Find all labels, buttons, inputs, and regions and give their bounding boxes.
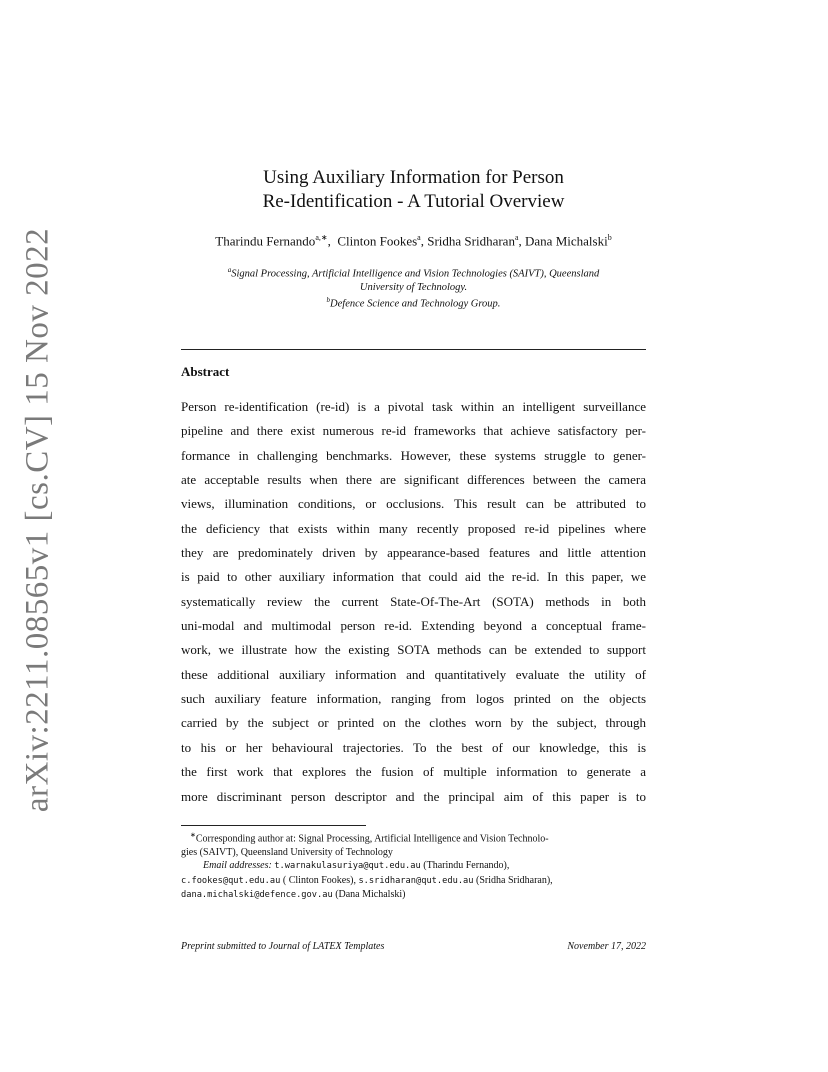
abstract-line: the deficiency that exists within many recently proposed re-id pipelines where xyxy=(181,520,646,536)
abstract-line: they are predominately driven by appearance-based features and little attention xyxy=(181,545,646,561)
preprint-date: November 17, 2022 xyxy=(567,941,646,952)
author-name: Tharindu Fernando xyxy=(215,233,316,249)
abstract-line: more discriminant person descriptor and the principal aim of this paper is to xyxy=(181,788,646,804)
author-affiliation-mark: a xyxy=(417,233,421,242)
footnotes xyxy=(181,829,646,902)
footnote-emails-line-2: c.fookes@qut.edu.au ( Clinton Fookes), s.sridharan@qut.edu.au (Sridha Sridharan), xyxy=(181,874,553,886)
footnote-corresponding: ∗Corresponding author at: Signal Processing, Artificial Intelligence and Vision Technolo- xyxy=(190,831,549,845)
footnote-emails-line-3: dana.michalski@defence.gov.au (Dana Michalski) xyxy=(181,888,406,900)
abstract-line: pipeline and there exist numerous re-id frameworks that achieve satisfactory per- xyxy=(181,423,646,439)
abstract-line: these additional auxiliary information and quantitatively evaluate the utility of xyxy=(181,666,646,682)
author-name: Clinton Fookes xyxy=(337,233,418,249)
abstract-line: uni-modal and multimodal person re-id. Extending beyond a conceptual frame- xyxy=(181,618,646,634)
affiliations xyxy=(181,264,646,310)
abstract-line: to his or her behavioural trajectories. To the best of our knowledge, this is xyxy=(181,739,646,755)
abstract-body xyxy=(181,395,646,809)
affiliation-a: $^a$Signal Processing, Artificial Intelligence and Vision Technologies (SAIVT), Queensland xyxy=(227,266,600,280)
abstract-top-rule xyxy=(181,349,646,350)
title-line-2: Re-Identification - A Tutorial Overview xyxy=(262,191,565,212)
email-link[interactable]: dana.michalski@defence.gov.au xyxy=(181,889,333,900)
abstract-line: is paid to other auxiliary information that could aid the re-id. In this paper, we xyxy=(181,569,646,585)
footnote-corresponding-continued: gies (SAIVT), Queensland University of Technology xyxy=(181,846,393,858)
author-affiliation-mark: a xyxy=(514,233,519,242)
title-line-1: Using Auxiliary Information for Person xyxy=(263,167,564,188)
abstract-line: formance in challenging benchmarks. However, these systems struggle to gener- xyxy=(181,447,646,463)
affiliation-a-continued: University of Technology. xyxy=(359,281,468,293)
author-affiliation-mark: a,∗ xyxy=(315,233,328,242)
email-link[interactable]: s.sridharan@qut.edu.au xyxy=(358,875,474,886)
email-link[interactable]: t.warnakulasuriya@qut.edu.au xyxy=(274,861,421,872)
abstract-heading: Abstract xyxy=(181,364,230,379)
author-name: Dana Michalski xyxy=(525,233,608,249)
abstract-line: ate acceptable results when there are significant differences between the camera xyxy=(181,472,646,488)
paper-title xyxy=(181,166,646,214)
author-list: Tharindu Fernando$^{a,∗}$, Clinton Fookes$^a$, Sridha Sridharan$^a$, Dana Michalski$^b$ xyxy=(215,233,612,249)
abstract-line: carried by the subject or printed on the clothes worn by the subject, through xyxy=(181,715,646,731)
abstract-line: the first work that explores the fusion of multiple information to generate a xyxy=(181,764,646,780)
abstract-line: views, illumination conditions, or occlusions. This result can be attributed to xyxy=(181,496,646,512)
email-link[interactable]: c.fookes@qut.edu.au xyxy=(181,875,281,886)
preprint-note: Preprint submitted to Journal of LATEX Templates xyxy=(181,941,385,952)
abstract-line: work, we illustrate how the existing SOTA methods can be extended to support xyxy=(181,642,646,658)
author-affiliation-mark: b xyxy=(607,233,612,242)
footnote-emails-line-1: Email addresses: t.warnakulasuriya@qut.edu.au (Tharindu Fernando), xyxy=(203,860,510,872)
affiliation-b: $^b$Defence Science and Technology Group. xyxy=(326,295,501,309)
arxiv-identifier-stamp: arXiv:2211.08565v1 [cs.CV] 15 Nov 2022 xyxy=(19,227,56,813)
footnote-rule xyxy=(181,825,366,826)
abstract-line: such auxiliary feature information, ranging from logos printed on the objects xyxy=(181,691,646,707)
author-name: Sridha Sridharan xyxy=(427,233,515,249)
abstract-line: systematically review the current State-Of-The-Art (SOTA) methods in both xyxy=(181,593,646,609)
abstract-line: Person re-identification (re-id) is a pivotal task within an intelligent surveillance xyxy=(181,399,646,414)
